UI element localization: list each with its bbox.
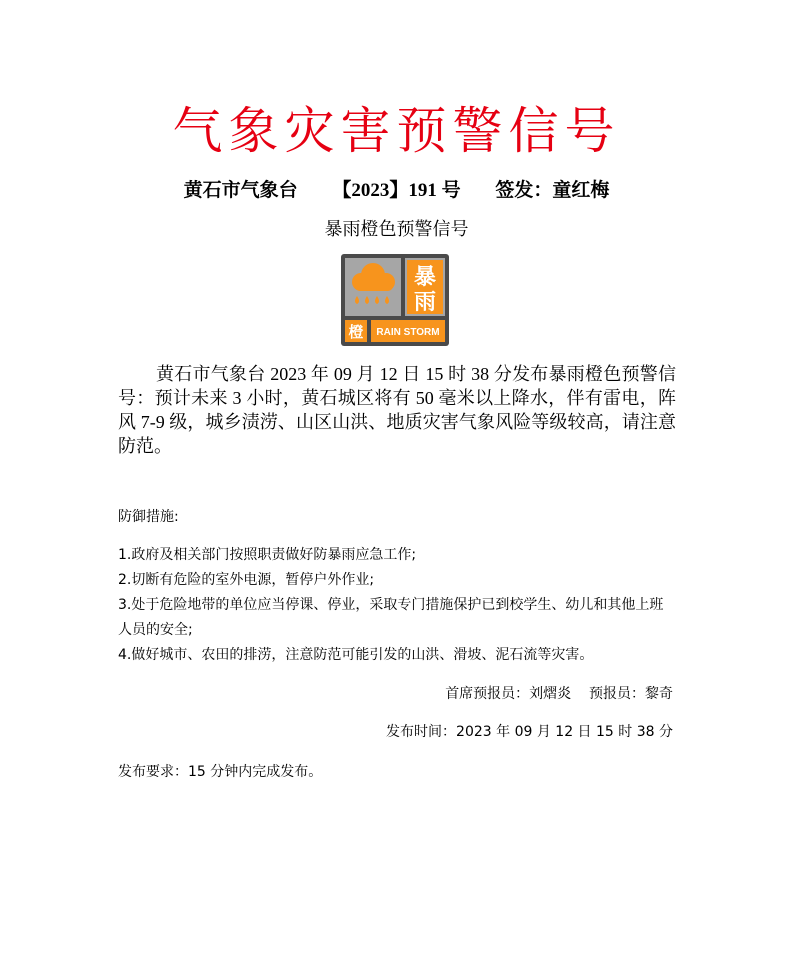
signal-char-top: 暴: [413, 265, 437, 290]
forecasters: 首席预报员：刘熠炎 预报员：黎奇: [445, 686, 673, 702]
measure-item: 3.处于危险地带的单位应当停课、停业，采取专门措施保护已到校学生、幼儿和其他上班人员的安全;: [118, 597, 664, 638]
measure-item: 1.政府及相关部门按照职责做好防暴雨应急工作;: [118, 547, 417, 563]
document-title: 气象灾害预警信号: [172, 102, 621, 160]
measures-list: [118, 543, 676, 668]
signal-level-char: 橙: [348, 323, 364, 341]
measures-label: 防御措施:: [118, 509, 179, 525]
measure-item: 4.做好城市、农田的排涝，注意防范可能引发的山洪、滑坡、泥石流等灾害。: [118, 647, 594, 663]
signer: 签发：童红梅: [495, 180, 610, 201]
issuing-agency: 黄石市气象台: [183, 180, 298, 201]
warning-subtitle: 暴雨橙色预警信号: [324, 219, 469, 239]
document-number: 【2023】191 号: [332, 180, 461, 201]
issue-time: 发布时间：2023 年 09 月 12 日 15 时 38 分: [386, 724, 673, 740]
issuer-line: [0, 178, 793, 204]
release-requirement: 发布要求：15 分钟内完成发布。: [118, 764, 323, 780]
signal-char-bottom: 雨: [413, 290, 437, 315]
measure-item: 2.切断有危险的室外电源，暂停户外作业;: [118, 572, 375, 588]
signal-label-en: RAIN STORM: [376, 327, 440, 338]
rainstorm-orange-warning-icon: [341, 254, 449, 346]
warning-body: 黄石市气象台 2023 年 09 月 12 日 15 时 38 分发布暴雨橙色预警信号：预计未来 3 小时，黄石城区将有 50 毫米以上降水，伴有雷电，阵风 7-9 级，城乡渍涝、山区山洪、地质灾害气象风险等级较高，请注意防范。: [118, 364, 676, 456]
